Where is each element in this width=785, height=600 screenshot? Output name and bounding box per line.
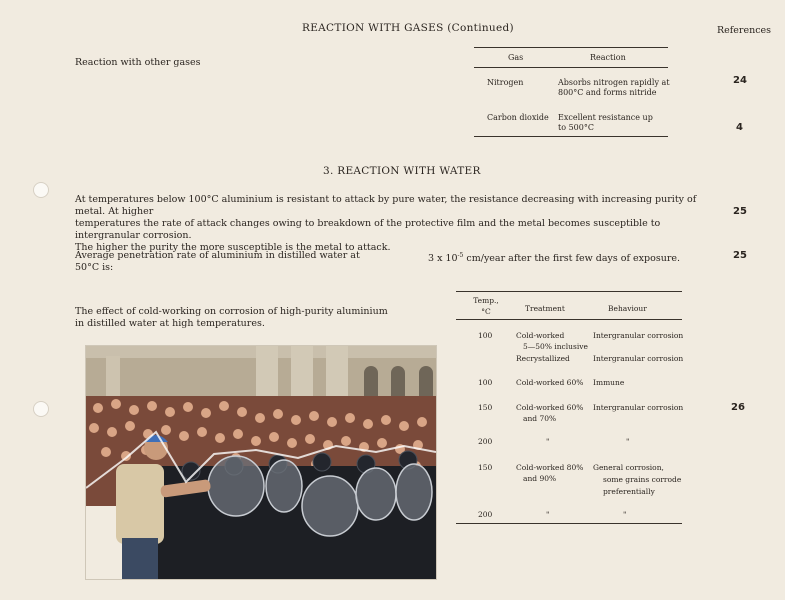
punch-hole-top bbox=[33, 182, 49, 198]
row-temp: 100 bbox=[478, 378, 493, 387]
gas-reaction-nitrogen bbox=[558, 78, 670, 98]
row-temp: 200 bbox=[478, 437, 493, 446]
gas-reaction-carbon-dioxide bbox=[558, 113, 653, 133]
header-line: Temp., bbox=[473, 296, 499, 305]
gases-table-bottom-rule bbox=[474, 136, 668, 137]
paragraph-line: The higher the purity the more susceptible is the metal to attack. bbox=[75, 242, 391, 253]
paragraph-line: At temperatures below 100°C aluminium is resistant to attack by pure water, the resistance decreasing with increasing purity of metal. At higher bbox=[75, 194, 697, 217]
page-title: REACTION WITH GASES (Continued) bbox=[302, 22, 514, 34]
reference-water-paragraph: 25 bbox=[733, 206, 747, 217]
row-temp: 100 bbox=[478, 331, 493, 340]
punch-hole-bottom bbox=[33, 401, 49, 417]
reference-cold-work: 26 bbox=[731, 402, 745, 413]
col-behaviour-header: Behaviour bbox=[608, 304, 647, 313]
row-treatment: Cold-worked 60% bbox=[516, 403, 584, 412]
crowd-photo bbox=[85, 345, 437, 580]
row-treatment: Recrystallized bbox=[516, 354, 570, 363]
gases-col-reaction: Reaction bbox=[590, 53, 626, 62]
reference-carbon-dioxide: 4 bbox=[736, 122, 743, 133]
cold-work-label bbox=[75, 306, 388, 330]
row-treatment: " bbox=[546, 510, 550, 519]
reaction-line: to 500°C bbox=[558, 123, 594, 132]
gases-table-header-rule bbox=[474, 67, 668, 68]
rate-suffix: cm/year after the first few days of exposure. bbox=[463, 253, 681, 265]
water-section-heading: 3. REACTION WITH WATER bbox=[323, 165, 481, 177]
row-treatment: 5—50% inclusive bbox=[523, 342, 588, 351]
label-line: in distilled water at high temperatures. bbox=[75, 318, 265, 329]
rate-mantissa: 3 x 10 bbox=[428, 253, 458, 265]
col-treatment-header: Treatment bbox=[525, 304, 565, 313]
row-behaviour: some grains corrode bbox=[603, 475, 682, 484]
header-line: °C bbox=[481, 307, 491, 316]
references-header: References bbox=[717, 25, 772, 36]
row-behaviour: " bbox=[626, 437, 630, 446]
label-line: The effect of cold-working on corrosion of high-purity aluminium bbox=[75, 306, 388, 317]
reaction-line: 800°C and forms nitride bbox=[558, 88, 657, 97]
row-treatment: " bbox=[546, 437, 550, 446]
row-temp: 150 bbox=[478, 403, 493, 412]
reaction-line: Excellent resistance up bbox=[558, 113, 653, 122]
label-line: Average penetration rate of aluminium in distilled water at bbox=[75, 250, 360, 261]
row-treatment: Cold-worked 60% bbox=[516, 378, 584, 387]
crowd-photo-illustration bbox=[86, 346, 436, 579]
row-treatment: Cold-worked bbox=[516, 331, 565, 340]
col-temp-header bbox=[466, 295, 506, 317]
penetration-rate-label bbox=[75, 250, 360, 274]
row-behaviour: Intergranular corrosion bbox=[593, 354, 684, 363]
row-temp: 150 bbox=[478, 463, 493, 472]
water-paragraph bbox=[75, 194, 715, 254]
row-treatment: and 90% bbox=[523, 474, 557, 483]
row-behaviour: " bbox=[623, 510, 627, 519]
cold-table-header-rule bbox=[456, 319, 682, 320]
label-line: 50°C is: bbox=[75, 262, 114, 273]
gas-name-carbon-dioxide: Carbon dioxide bbox=[487, 113, 549, 122]
gases-section-label: Reaction with other gases bbox=[75, 57, 201, 68]
row-behaviour: Intergranular corrosion bbox=[593, 331, 684, 340]
row-treatment: and 70% bbox=[523, 414, 557, 423]
row-behaviour: General corrosion, bbox=[593, 463, 664, 472]
row-behaviour: Intergranular corrosion bbox=[593, 403, 684, 412]
gases-col-gas: Gas bbox=[508, 53, 524, 62]
gas-name-nitrogen: Nitrogen bbox=[487, 78, 524, 87]
cold-table-top-rule bbox=[456, 291, 682, 292]
reference-nitrogen: 24 bbox=[733, 75, 747, 86]
row-behaviour: Immune bbox=[593, 378, 625, 387]
reference-penetration-rate: 25 bbox=[733, 250, 747, 261]
row-behaviour: preferentially bbox=[603, 487, 655, 496]
paragraph-line: temperatures the rate of attack changes owing to breakdown of the protective film and the metal becomes susceptible to intergranular corrosion. bbox=[75, 218, 661, 241]
penetration-rate-value bbox=[428, 250, 680, 265]
cold-table-bottom-rule bbox=[456, 523, 682, 524]
row-temp: 200 bbox=[478, 510, 493, 519]
rate-exponent: -5 bbox=[457, 252, 464, 259]
reaction-line: Absorbs nitrogen rapidly at bbox=[558, 78, 670, 87]
row-treatment: Cold-worked 80% bbox=[516, 463, 584, 472]
gases-table-top-rule bbox=[474, 47, 668, 48]
